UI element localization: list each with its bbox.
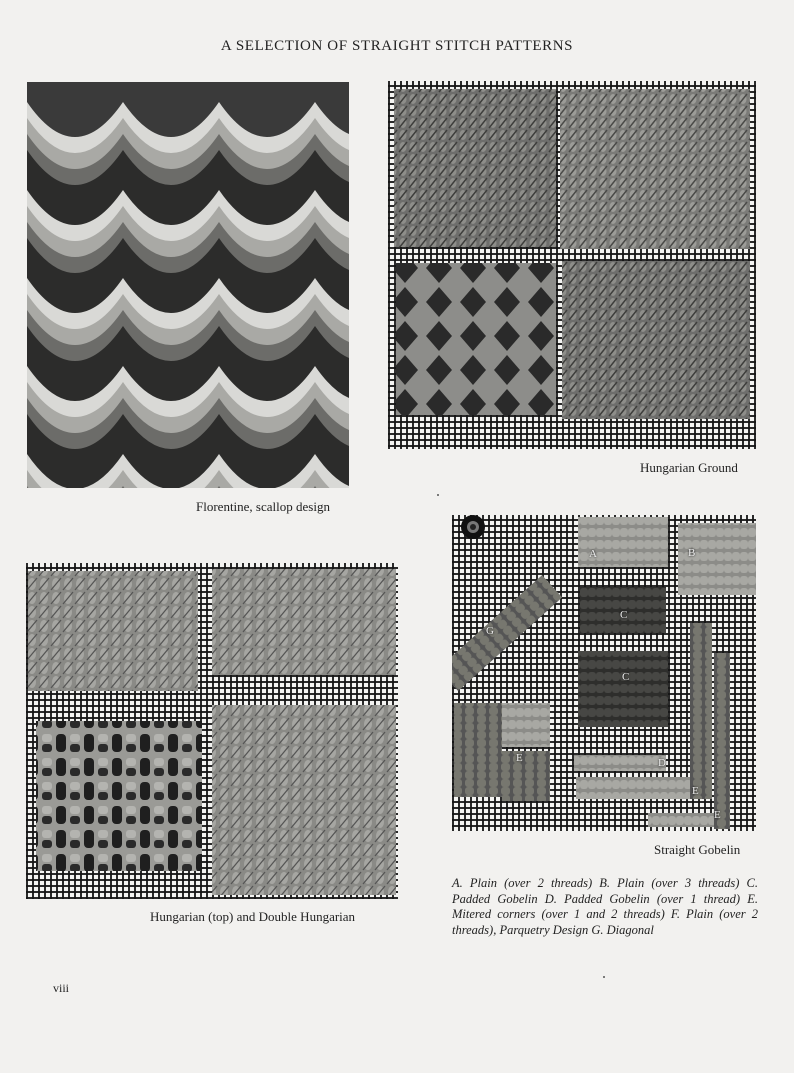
straight-gobelin-photo — [452, 515, 756, 831]
label-a: A — [589, 548, 597, 560]
print-speck — [603, 976, 605, 978]
page-title: A SELECTION OF STRAIGHT STITCH PATTERNS — [220, 38, 574, 54]
hungarian-ground-caption: Hungarian Ground — [640, 460, 738, 475]
straight-gobelin-caption: Straight Gobelin — [654, 842, 741, 857]
label-e-mid: E — [692, 785, 699, 797]
hungarian-caption: Hungarian (top) and Double Hungarian — [150, 909, 356, 924]
label-c-lower: C — [622, 671, 630, 683]
label-d: D — [658, 757, 666, 769]
hungarian-ground-photo — [388, 81, 756, 449]
florentine-scallop-photo — [27, 82, 349, 488]
print-speck — [437, 494, 439, 496]
florentine-caption: Florentine, scallop design — [196, 499, 330, 514]
hungarian-double-photo — [26, 563, 398, 899]
page-number: viii — [53, 981, 70, 995]
label-c-top: C — [620, 609, 628, 621]
gobelin-legend: A. Plain (over 2 threads) B. Plain (over 3 threads) C. Padded Gobelin D. Padded Gobelin (over 1 thread) E. Mitered corners (over 1 and 2 threads) F. Plain (over 2 threads), Parquetry Design G. Diagonal — [452, 876, 758, 937]
label-g: G — [486, 625, 494, 637]
label-e-left: E — [516, 752, 523, 764]
label-e-right: E — [714, 809, 721, 821]
label-b: B — [688, 547, 696, 559]
